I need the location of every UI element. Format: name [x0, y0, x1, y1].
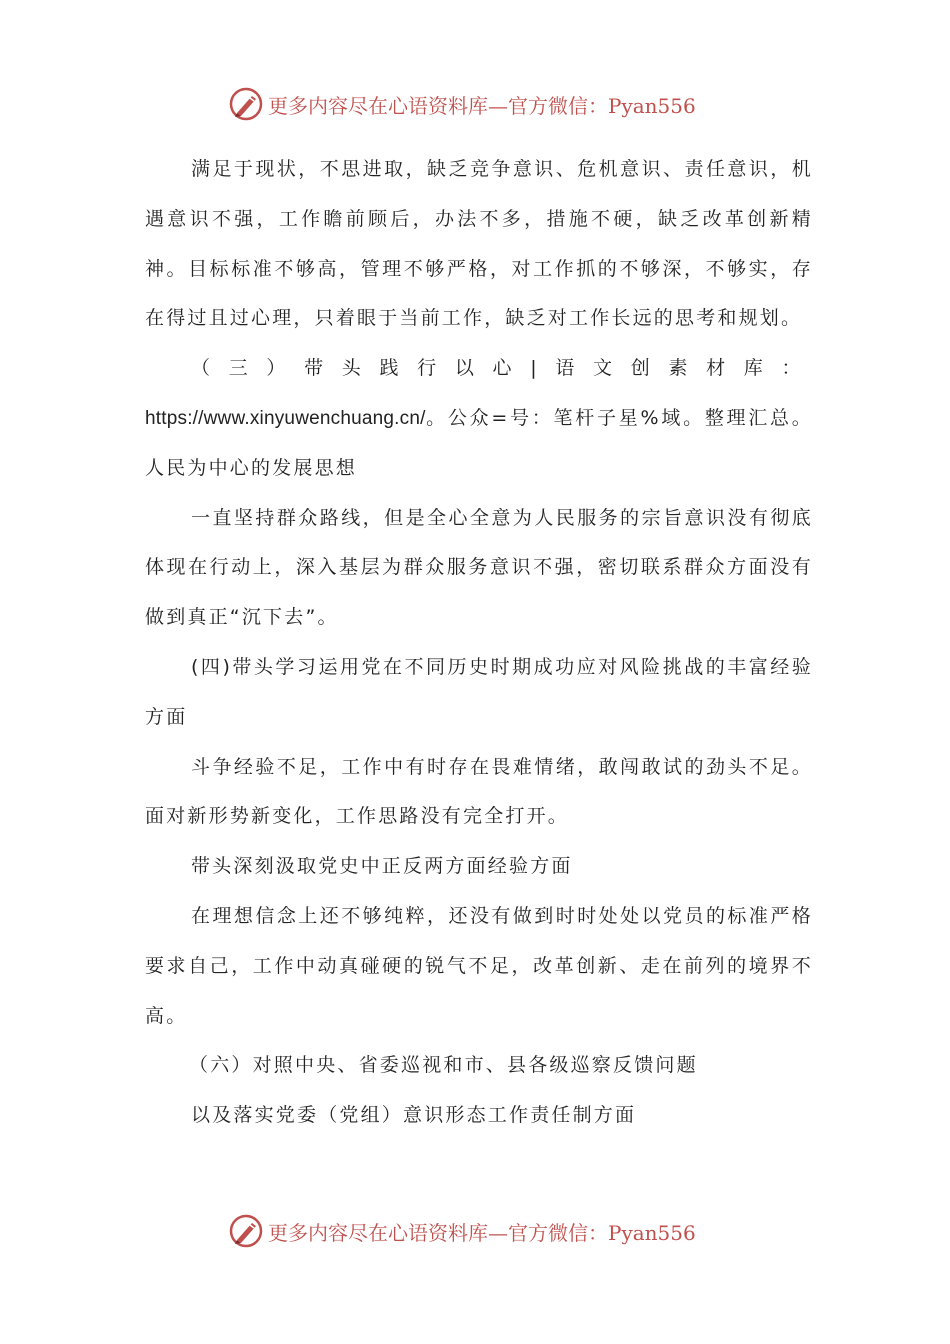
paragraph-struggle-experience: 斗争经验不足，工作中有时存在畏难情绪，敢闯敢试的劲头不足。面对新形势新变化，工作思路没有完全打开。 — [145, 755, 813, 828]
heading-section-6-continued: 以及落实党委（党组）意识形态工作责任制方面 — [191, 1104, 637, 1127]
heading-section-6: （六）对照中央、省委巡视和市、县各级巡察反馈问题 — [189, 1054, 698, 1077]
watermark-text: 更多内容尽在心语资料库—官方微信：Pyan556 — [268, 93, 696, 118]
heading-section-3 — [145, 344, 813, 493]
pen-logo-icon — [228, 86, 264, 122]
heading-party-history: 带头深刻汲取党史中正反两方面经验方面 — [191, 855, 573, 878]
paragraph-ideals: 在理想信念上还不够纯粹，还没有做到时时处处以党员的标准严格要求自己，工作中动真碰硬的锐气不足，改革创新、走在前列的境界不高。 — [145, 904, 813, 1027]
heading-3-url-head: https:// — [145, 407, 204, 429]
heading-section-4: (四)带头学习运用党在不同历史时期成功应对风险挑战的丰富经验方面 — [145, 655, 813, 728]
heading-3-url-tail: www.xinyuwenchuang.cn/ — [203, 407, 426, 429]
pen-logo-icon — [228, 1213, 264, 1249]
paragraph-complacency: 满足于现状，不思进取，缺乏竞争意识、危机意识、责任意识，机遇意识不强，工作瞻前顾后，办法不多，措施不硬，缺乏改革创新精神。目标标准不够高，管理不够严格，对工作抓的不够深，不够实，存在得过且过心理，只着眼于当前工作，缺乏对工作长远的思考和规划。 — [145, 158, 813, 330]
document-body — [145, 145, 813, 1141]
heading-3-suffix: 。公众=号：笔杆子星%域。整理汇总。人民为中心的发展思想 — [145, 406, 813, 479]
watermark-text: 更多内容尽在心语资料库—官方微信：Pyan556 — [268, 1220, 696, 1245]
heading-3-prefix: （三）带头践行以心|语文创素材库： — [191, 357, 813, 380]
footer-watermark — [228, 1211, 748, 1251]
header-watermark — [228, 84, 748, 124]
paragraph-mass-line: 一直坚持群众路线，但是全心全意为人民服务的宗旨意识没有彻底体现在行动上，深入基层为群众服务意识不强，密切联系群众方面没有做到真正“沉下去”。 — [145, 506, 813, 629]
